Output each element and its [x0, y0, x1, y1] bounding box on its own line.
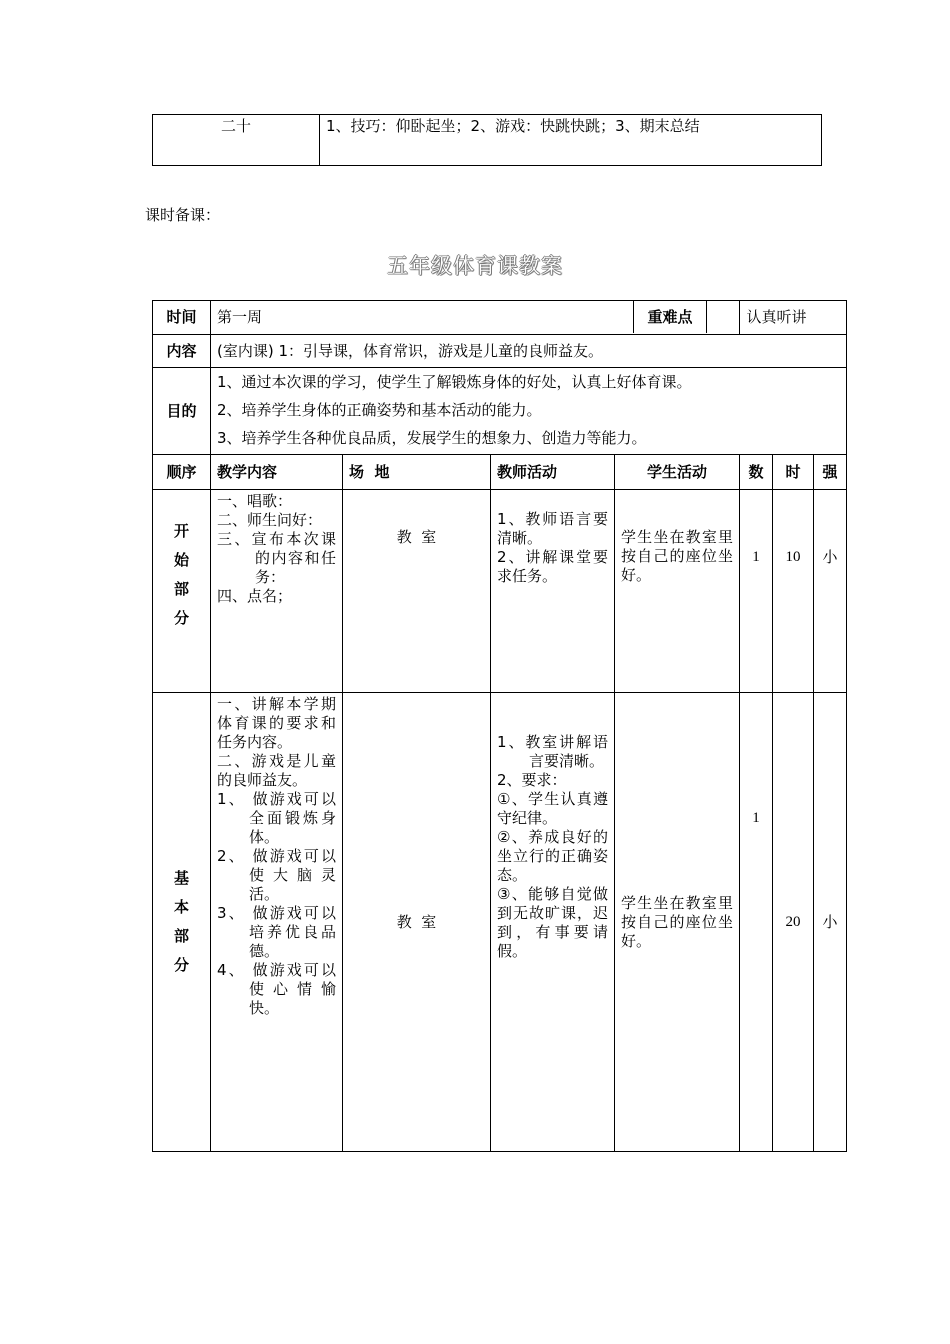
time-value-text: 第一周	[217, 308, 263, 326]
content-item: 一、讲解本学期体育课的要求和任务内容。	[217, 695, 336, 751]
goal-item: 3、培养学生各种优良品质，发展学生的想象力、创造力等能力。	[217, 429, 647, 447]
lesson-plan-table	[152, 300, 847, 1152]
goal-list	[211, 368, 847, 455]
section-minutes-start: 10	[773, 490, 814, 693]
content-item: 一、唱歌：	[217, 492, 293, 510]
teacher-item: ③、能够自觉做到无故旷课，迟到，有事要请假。	[497, 885, 608, 960]
content-item: 2、 做游戏可以使大脑灵活。	[217, 847, 336, 903]
section-name-start	[153, 490, 211, 693]
goal-row	[153, 368, 847, 455]
section-count-basic: 1	[740, 693, 773, 1152]
header-count: 数	[740, 455, 773, 490]
content-label: 内容	[153, 335, 211, 368]
time-row	[153, 301, 847, 335]
header-order: 顺序	[153, 455, 211, 490]
section-row-start	[153, 490, 847, 693]
header-venue: 场 地	[343, 455, 491, 490]
content-value: (室内课) 1：引导课，体育常识，游戏是儿童的良师益友。	[211, 335, 847, 368]
difficulty-cell	[740, 301, 847, 335]
schedule-row	[153, 115, 822, 166]
content-item: 二、游戏是儿童的良师益友。	[217, 752, 336, 789]
section-char: 分	[173, 956, 189, 974]
header-content: 教学内容	[211, 455, 343, 490]
section-count-start: 1	[740, 490, 773, 693]
schedule-content: 1、技巧：仰卧起坐；2、游戏：快跳快跳；3、期末总结	[320, 115, 822, 166]
time-label: 时间	[153, 301, 211, 335]
time-value	[211, 301, 740, 335]
header-time: 时	[773, 455, 814, 490]
section-venue-basic: 教 室	[343, 693, 491, 1152]
section-char: 基	[173, 869, 189, 887]
content-item: 二、师生问好：	[217, 511, 323, 529]
section-char: 分	[173, 609, 189, 627]
goal-item: 1、通过本次课的学习，使学生了解锻炼身体的好处，认真上好体育课。	[217, 373, 692, 391]
header-teacher: 教师活动	[491, 455, 615, 490]
header-row	[153, 455, 847, 490]
schedule-week: 二十	[153, 115, 320, 166]
section-intensity-basic: 小	[814, 693, 847, 1152]
page-title: 五年级体育课教案	[387, 254, 563, 278]
section-venue-start: 教 室	[343, 490, 491, 693]
teacher-item: ②、养成良好的坐立行的正确姿态。	[497, 828, 608, 884]
lesson-note: 课时备课：	[145, 206, 221, 224]
difficulty-label: 重难点	[633, 300, 707, 333]
section-char: 部	[173, 927, 189, 945]
schedule-table	[152, 114, 822, 166]
content-item: 1、 做游戏可以全面锻炼身体。	[217, 790, 336, 846]
section-intensity-start: 小	[814, 490, 847, 693]
section-minutes-basic: 20	[773, 693, 814, 1152]
teacher-item: 2、讲解课堂要求任务。	[497, 548, 608, 585]
difficulty-value: 认真听讲	[746, 308, 807, 326]
section-char: 开	[173, 522, 189, 540]
section-student-start: 学生坐在教室里按自己的座位坐好。	[615, 490, 740, 693]
section-name-basic	[153, 693, 211, 1152]
section-char: 始	[173, 551, 189, 569]
header-student: 学生活动	[615, 455, 740, 490]
teacher-item: 1、教师语言要清晰。	[497, 510, 608, 547]
section-char: 本	[173, 898, 189, 916]
section-content-start	[211, 490, 343, 693]
section-content-basic	[211, 693, 343, 1152]
header-intensity: 强	[814, 455, 847, 490]
section-teacher-start	[491, 490, 615, 693]
section-row-basic	[153, 693, 847, 1152]
content-item: 3、 做游戏可以培养优良品德。	[217, 904, 336, 960]
content-item: 四、点名；	[217, 587, 293, 605]
teacher-item: 1、教室讲解语言要清晰。	[497, 733, 608, 770]
section-teacher-basic	[491, 693, 615, 1152]
content-row	[153, 335, 847, 368]
goal-item: 2、培养学生身体的正确姿势和基本活动的能力。	[217, 401, 542, 419]
content-item: 4、 做游戏可以使心情愉快。	[217, 961, 336, 1017]
content-item: 三、宣布本次课的内容和任务：	[217, 530, 336, 586]
section-char: 部	[173, 580, 189, 598]
teacher-item: 2、要求：	[497, 771, 567, 789]
teacher-item: ①、学生认真遵守纪律。	[497, 790, 608, 827]
goal-label: 目的	[153, 368, 211, 455]
section-student-basic: 学生坐在教室里按自己的座位坐好。	[615, 693, 740, 1152]
